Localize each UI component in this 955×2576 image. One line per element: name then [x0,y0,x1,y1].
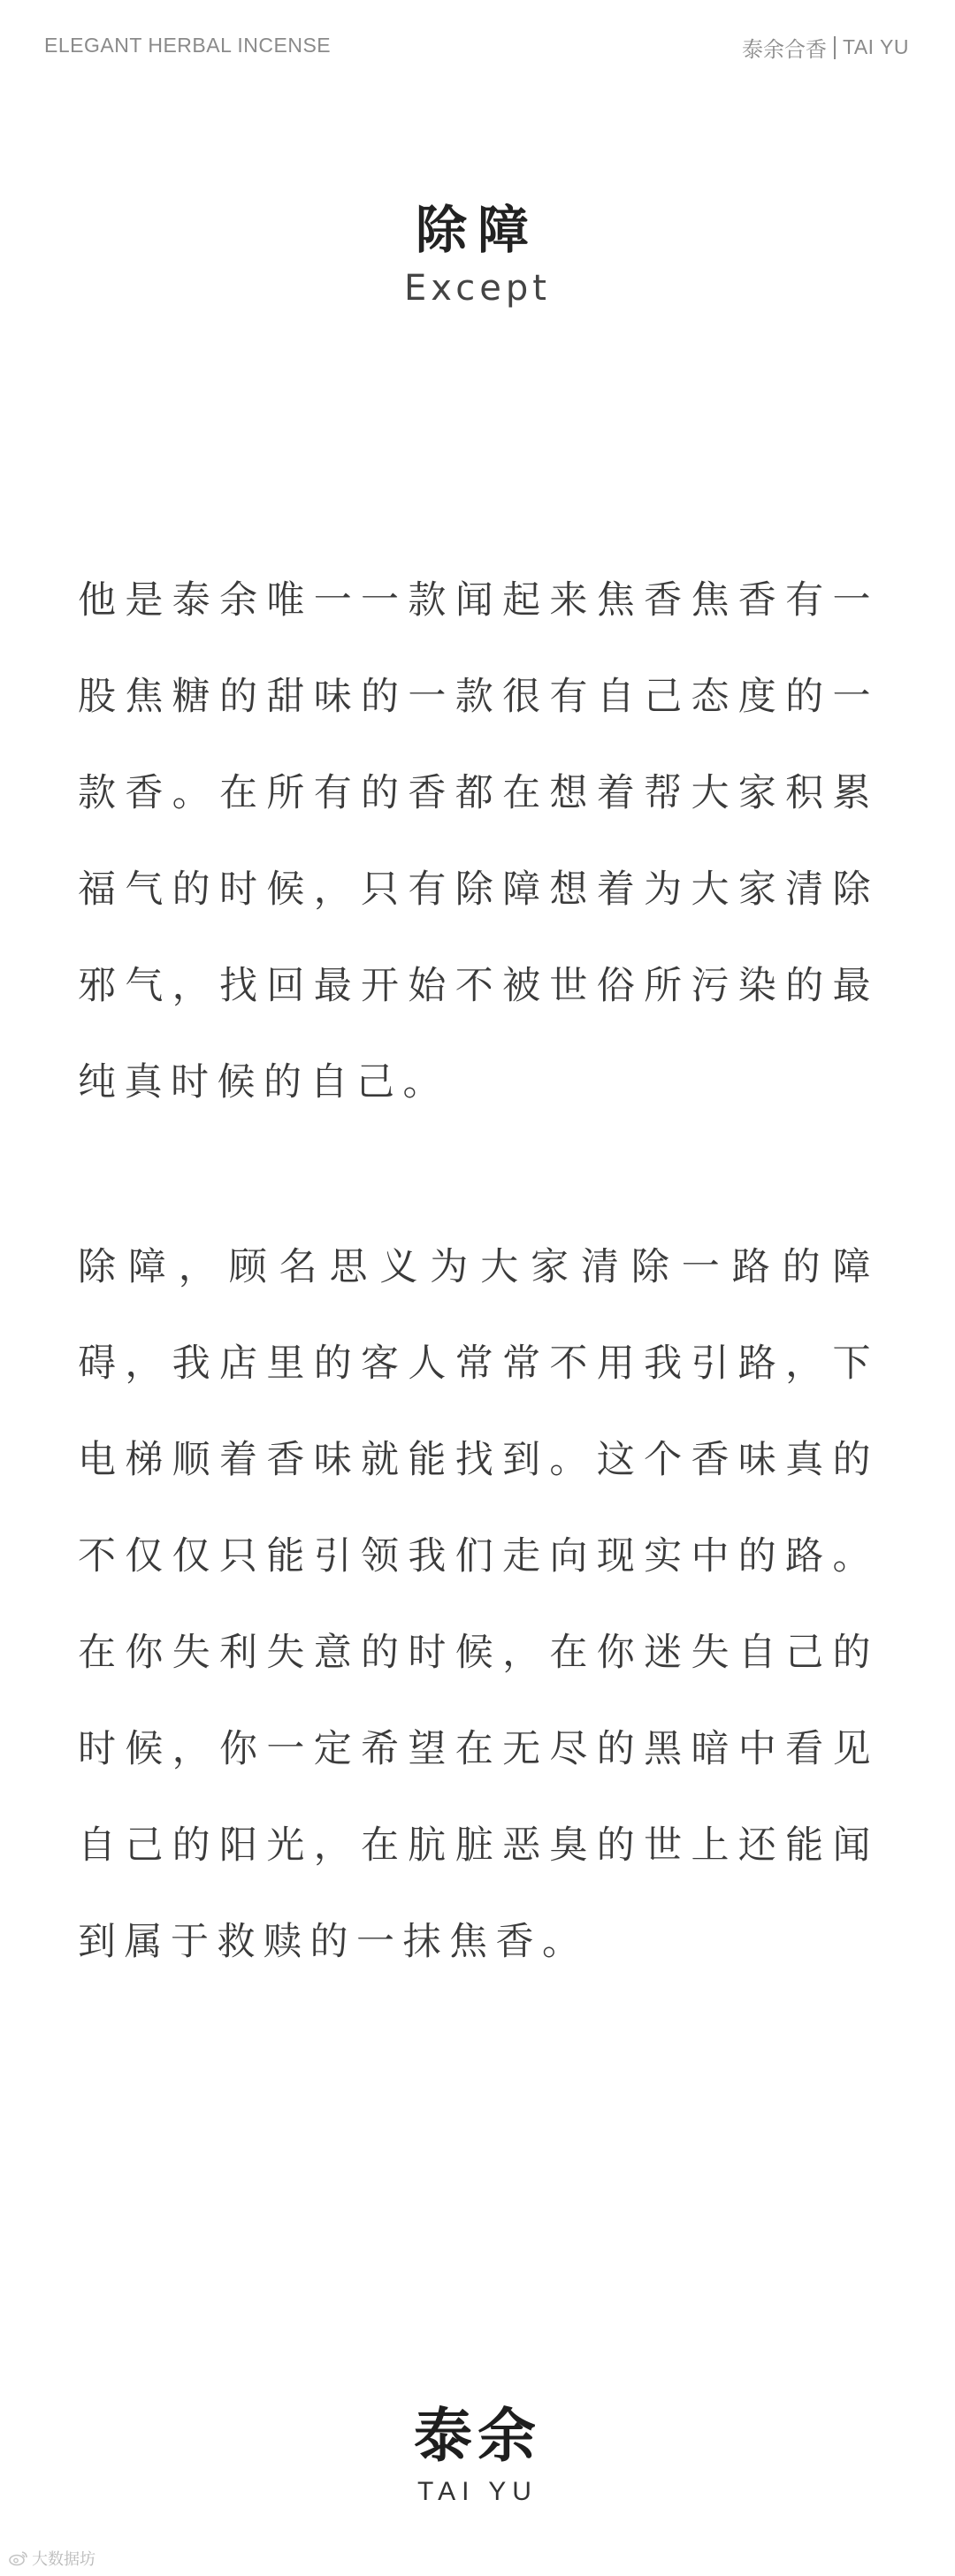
header-brand [742,32,909,63]
footer-logo [0,2398,955,2510]
paragraph-1: 他是泰余唯一一款闻起来焦香焦香有一股焦糖的甜味的一款很有自己态度的一款香。在所有的香都在想着帮大家积累福气的时候，只有除障想着为大家清除邪气，找回最开始不被世俗所污染的最纯真时候的自己。 [78,578,879,1105]
header-brand-cn: 泰余合香 [742,37,827,62]
footer-logo-cn: 泰余 [414,2401,541,2470]
weibo-icon [9,2550,28,2566]
page-subtitle: Except [404,268,551,309]
watermark-text: 大数据坊 [32,2550,96,2569]
paragraph-2: 除障，顾名思义为大家清除一路的障碍，我店里的客人常常不用我引路，下电梯顺着香味就能找到。这个香味真的不仅仅只能引领我们走向现实中的路。在你失利失意的时候，在你迷失自己的时候，你一定希望在无尽的黑暗中看见自己的阳光，在肮脏恶臭的世上还能闻到属于救赎的一抹焦香。 [78,1245,879,1964]
header-divider [834,36,836,59]
title-block [0,196,955,311]
header-brand-en: TAI YU [843,35,909,58]
footer-logo-en: TAI YU [417,2477,538,2506]
page-title: 除障 [415,200,539,260]
watermark [9,2547,96,2570]
header-tagline: ELEGANT HERBAL INCENSE [44,34,332,57]
